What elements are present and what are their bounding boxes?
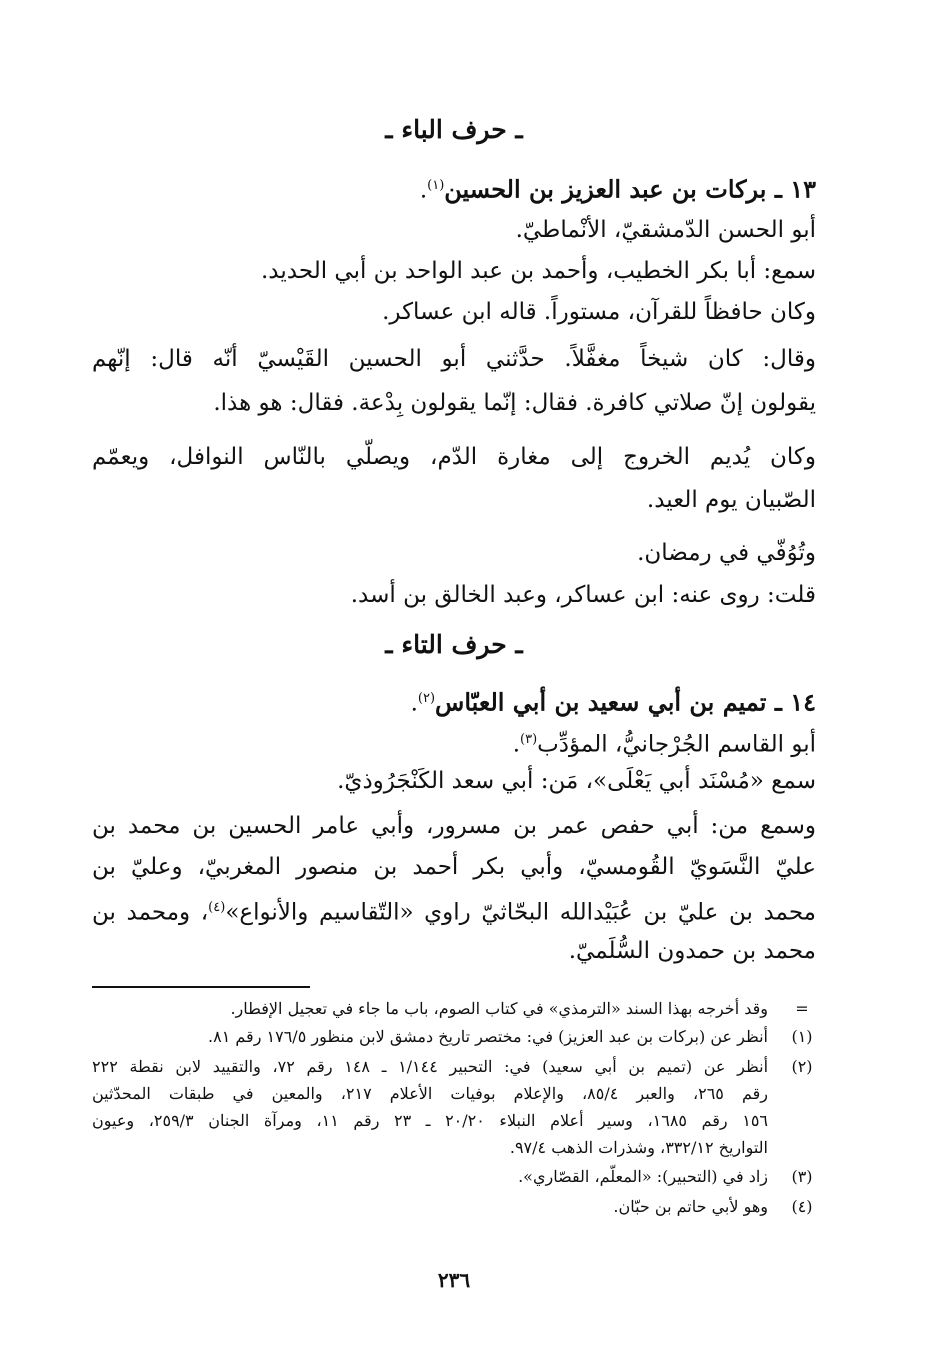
entry-13-title: ١٣ ـ بركات بن عبد العزيز بن الحسين xyxy=(444,174,816,204)
page-number: ٢٣٦ xyxy=(437,1268,471,1292)
entry-13-line: وكان حافظاً للقرآن، مستوراً. قاله ابن عساكر. xyxy=(382,299,816,325)
entry-14-line-6: محمد بن حمدون السُّلَميّ. xyxy=(568,938,816,964)
entry-13-line: وكان يُديم الخروج إلى مغارة الدّم، ويصلّي بالنّاس النوافل، ويعمّم xyxy=(92,444,816,470)
entry-14-line-2: سمع «مُسْنَد أبي يَعْلَى»، مَن: أبي سعد الكَنْجَرُوذيّ. xyxy=(337,768,816,794)
section-heading-ba: ـ حرف الباء ـ xyxy=(385,115,523,144)
entry-13-line: يقولون إنّ صلاتي كافرة. فقال: إنّما يقولون بِدْعة. فقال: هو هذا. xyxy=(213,390,816,416)
entry-14-title-line xyxy=(92,683,816,720)
footnote-text: رقم ٢٦٥، والعبر ٨٥/٤، والإعلام بوفيات الأعلام ٢١٧، والمعين في طبقات المحدّثين xyxy=(92,1084,768,1103)
footnote-number: (٢) xyxy=(791,1057,813,1076)
book-page xyxy=(92,0,816,1369)
footnote-number: (٣) xyxy=(791,1167,813,1186)
footnote-text: زاد في (التحبير): «المعلّم، القصّاري». xyxy=(518,1167,768,1186)
entry-14-line-4: عليّ النَّسَويّ القُومسيّ، وأبي بكر أحمد بن منصور المغربيّ، وعليّ بن xyxy=(92,854,816,880)
entry-14-line-3: وسمع من: أبي حفص عمر بن مسرور، وأبي عامر الحسين بن محمد بن xyxy=(92,813,816,839)
footnote-text: ١٥٦ رقم ١٦٨٥، وسير أعلام النبلاء ٢٠/٢٠ ـ ٢٣ رقم ١١، ومرآة الجنان ٢٥٩/٣، وعيون xyxy=(92,1111,768,1130)
footnote-text: أنظر عن (تميم بن أبي سعيد) في: التحبير ١/١٤٤ ـ ١٤٨ رقم ٧٢، والتقييد لابن نقطة ٢٢٢ xyxy=(92,1057,769,1076)
footnote-ref-3: (٣) xyxy=(520,732,538,747)
entry-13-line: أبو الحسن الدّمشقيّ، الأنْماطيّ. xyxy=(515,217,816,243)
entry-14-line-5 xyxy=(92,892,816,929)
entry-14-line-5-text: محمد بن عليّ بن عُبَيْدالله البحّاثيّ راوي «التّقاسيم والأنواع» xyxy=(225,899,816,926)
entry-14-title: ١٤ ـ تميم بن أبي سعيد بن أبي العبّاس xyxy=(435,687,816,717)
entry-13-title-stop: . xyxy=(419,177,428,204)
footnote-text: أنظر عن (بركات بن عبد العزيز) في: مختصر تاريخ دمشق لابن منظور ١٧٦/٥ رقم ٨١. xyxy=(208,1027,768,1046)
entry-14-title-stop: . xyxy=(410,690,418,717)
entry-14-line-1 xyxy=(92,724,816,761)
section-heading-ta: ـ حرف التاء ـ xyxy=(385,630,523,659)
entry-13-line: وقال: كان شيخاً مغفَّلاً. حدَّثني أبو الحسين القَيْسيّ أنّه قال: إنّهم xyxy=(92,346,816,372)
entry-13-line: وتُوُفّي في رمضان. xyxy=(637,540,816,566)
footnote-text: التواريخ ٣٣٢/١٢، وشذرات الذهب ٩٧/٤. xyxy=(509,1138,768,1157)
entry-14-line-1-text: أبو القاسم الجُرْجانيُّ، المؤدِّب xyxy=(537,731,816,758)
entry-13-line: الصّبيان يوم العيد. xyxy=(646,487,816,513)
entry-13-title-line xyxy=(92,170,816,207)
entry-13-line: سمع: أبا بكر الخطيب، وأحمد بن عبد الواحد بن أبي الحديد. xyxy=(261,258,816,284)
footnote-ref-1: (١) xyxy=(427,178,445,193)
footnote-separator xyxy=(92,986,310,988)
entry-14-line-5-end: ، ومحمد بن xyxy=(92,899,209,926)
entry-14-line-1-stop: . xyxy=(512,731,520,758)
footnote-continuation-text: وقد أخرجه بهذا السند «الترمذي» في كتاب الصوم، باب ما جاء في تعجيل الإفطار. xyxy=(230,999,768,1018)
footnote-text: وهو لأبي حاتم بن حبّان. xyxy=(613,1197,768,1216)
footnote-number: (٤) xyxy=(791,1197,813,1216)
footnote-continuation-mark: = xyxy=(795,999,809,1018)
footnote-ref-4: (٤) xyxy=(208,900,226,915)
footnote-ref-2: (٢) xyxy=(417,691,436,706)
footnote-number: (١) xyxy=(791,1027,813,1046)
entry-13-line: قلت: روى عنه: ابن عساكر، وعبد الخالق بن أسد. xyxy=(350,582,816,608)
